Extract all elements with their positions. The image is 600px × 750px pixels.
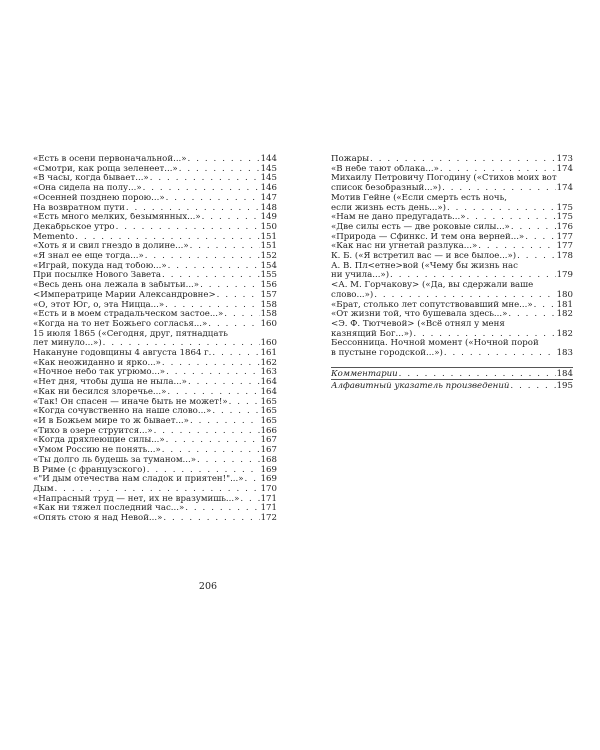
- toc-entry-page: 177: [556, 231, 573, 242]
- toc-entry-title: К. Б. («Я встретил вас — и все былое...»): [331, 252, 517, 262]
- toc-entry-page: 151: [260, 231, 277, 242]
- toc-entry: [33, 165, 277, 175]
- dot-leader: [54, 485, 260, 495]
- toc-entry-page: 152: [260, 251, 277, 262]
- toc-entry-title: «В часы, когда бывает...»: [33, 174, 149, 184]
- toc-entry: [33, 271, 277, 281]
- toc-entry: [33, 368, 277, 378]
- toc-entry-page: 172: [260, 513, 277, 524]
- toc-entry-title: лет минуло...»): [33, 339, 102, 349]
- toc-entry-page: 178: [556, 251, 573, 262]
- dot-leader: [165, 436, 260, 446]
- toc-entry: [331, 223, 573, 233]
- dot-leader: [373, 291, 555, 301]
- toc-entry-page: 195: [556, 381, 573, 392]
- toc-entry-title: Накануне годовщины 4 августа 1864 г.: [33, 349, 212, 359]
- toc-entry-title-line: 15 июля 1865 («Сегодня, друг, пятнадцать: [33, 328, 228, 339]
- toc-entry-page: 174: [556, 183, 573, 194]
- toc-entry-title: «Как неожиданно и ярко...»: [33, 358, 161, 368]
- toc-entry: [33, 504, 277, 514]
- toc-entry: [331, 174, 573, 193]
- divider: [331, 379, 573, 380]
- toc-entry-title: «"И дым отечества нам сладок и приятен!"...»: [33, 475, 244, 485]
- toc-entry-page: 167: [260, 435, 277, 446]
- toc-entry: [33, 262, 277, 272]
- toc-entry: [33, 301, 277, 311]
- toc-entry-title-line: Бессонница. Ночной момент («Ночной порой: [331, 338, 539, 349]
- dot-leader: [142, 184, 260, 194]
- toc-entry: [33, 514, 277, 524]
- toc-entry-title: казнящий Бог...»): [331, 329, 413, 339]
- toc-entry-title-line: Мотив Гейне («Если смерть есть ночь,: [331, 192, 507, 203]
- toc-entry-title: ни учила...»): [331, 271, 390, 281]
- toc-entry-title: При посылке Нового Завета: [33, 271, 162, 281]
- toc-entry-page: 175: [556, 212, 573, 223]
- toc-entry-page: 165: [260, 396, 277, 407]
- toc-entry-title: Декабрьское утро: [33, 222, 115, 232]
- toc-entry: [331, 233, 573, 243]
- toc-entry-page: 175: [556, 202, 573, 213]
- toc-entry-page: 161: [260, 348, 277, 359]
- toc-entry: [33, 378, 277, 388]
- toc-right-column: [331, 155, 573, 392]
- section-gap: [331, 359, 573, 367]
- dot-leader: [216, 291, 260, 301]
- toc-entry-title: «Весь день она лежала в забытьи...»: [33, 281, 200, 291]
- toc-entry-page: 174: [556, 163, 573, 174]
- toc-entry: [33, 388, 277, 398]
- dot-leader: [189, 417, 260, 427]
- toc-entry: [33, 213, 277, 223]
- toc-entry: [33, 223, 277, 233]
- toc-entry-page: 160: [260, 318, 277, 329]
- toc-entry: [331, 213, 573, 223]
- toc-entry-title: <Императрице Марии Александровне>: [33, 290, 216, 300]
- dot-leader: [477, 242, 555, 252]
- toc-entry: [331, 301, 573, 311]
- toc-entry: [331, 382, 573, 392]
- toc-entry-title: «Умом Россию не понять...»: [33, 446, 161, 456]
- toc-entry-title: «Две силы есть — две роковые силы...»: [331, 222, 510, 232]
- dot-leader: [153, 427, 260, 437]
- toc-entry: [33, 242, 277, 252]
- toc-entry-title: Дым: [33, 484, 54, 494]
- toc-entry-page: 169: [260, 474, 277, 485]
- dot-leader: [162, 514, 259, 524]
- toc-entry-page: 171: [260, 503, 277, 514]
- toc-entry: [331, 281, 573, 300]
- toc-entry-title: «Когда дряхлеющие силы...»: [33, 436, 165, 446]
- dot-leader: [164, 301, 259, 311]
- toc-entry: [331, 242, 573, 252]
- toc-entry-page: 166: [260, 425, 277, 436]
- toc-entry-title: «Ночное небо так угрюмо...»: [33, 368, 166, 378]
- toc-entry-page: 168: [260, 454, 277, 465]
- toc-left-column: [33, 155, 277, 524]
- toc-entry-title: В Риме (с французского): [33, 465, 146, 475]
- toc-entry-title: «И в Божьем мире то ж бывает...»: [33, 416, 189, 426]
- toc-entry: [33, 417, 277, 427]
- toc-entry-title: «Тихо в озере струится...»: [33, 426, 153, 436]
- toc-entry-title-line: <Э. Ф. Тютчевой> («Всё отнял у меня: [331, 318, 505, 329]
- toc-entry-page: 183: [556, 348, 573, 359]
- toc-entry-page: 147: [260, 192, 277, 203]
- toc-entry-title: если жизнь есть день...»): [331, 203, 446, 213]
- dot-leader: [533, 301, 556, 311]
- dot-leader: [161, 359, 260, 369]
- toc-entry-title: «Хоть я и свил гнездо в долине...»: [33, 242, 189, 252]
- toc-entry-page: 165: [260, 406, 277, 417]
- dot-leader: [398, 370, 556, 380]
- toc-entry-page: 169: [260, 464, 277, 475]
- toc-entry-title: в пустыне городской...»): [331, 349, 443, 359]
- toc-entry-title: Memento: [33, 232, 75, 242]
- toc-entry-page: 145: [260, 173, 277, 184]
- dot-leader: [166, 388, 259, 398]
- toc-entry-page: 154: [260, 260, 277, 271]
- dot-leader: [189, 242, 260, 252]
- toc-entry-title: слово...»): [331, 290, 374, 300]
- dot-leader: [115, 223, 260, 233]
- toc-entry-page: 176: [556, 221, 573, 232]
- toc-entry: [331, 339, 573, 358]
- toc-entry-title-line: Михаилу Петровичу Погодину («Стихов моих вот: [331, 173, 557, 184]
- toc-entry-page: 148: [260, 202, 277, 213]
- dot-leader: [201, 213, 260, 223]
- toc-entry: [33, 485, 277, 495]
- dot-leader: [465, 213, 555, 223]
- toc-entry-title: «О, этот Юг, о, эта Ницца...»: [33, 300, 165, 310]
- toc-entry: [33, 281, 277, 291]
- toc-entry-page: 171: [260, 493, 277, 504]
- toc-entry-page: 165: [260, 415, 277, 426]
- toc-entry-title: «Смотри, как роща зеленеет...»: [33, 164, 178, 174]
- toc-entry-title: Алфавитный указатель произведений: [331, 382, 510, 392]
- toc-entry-page: 179: [556, 270, 573, 281]
- toc-entry-title: «Играй, покуда над тобою...»: [33, 261, 167, 271]
- toc-entry-title: «Нет дня, чтобы душа не ныла...»: [33, 378, 187, 388]
- dot-leader: [178, 165, 260, 175]
- dot-leader: [509, 382, 555, 392]
- dot-leader: [161, 271, 260, 281]
- toc-entry: [33, 291, 277, 301]
- toc-entry: [331, 320, 573, 339]
- toc-entry-title: «Так! Он спасен — иначе быть не может!»: [33, 397, 228, 407]
- toc-entry-title: список безобразный...»): [331, 184, 442, 194]
- toc-entry-title: «Есть и в моем страдальческом застое...»: [33, 310, 224, 320]
- dot-leader: [149, 174, 260, 184]
- dot-leader: [146, 466, 260, 476]
- dot-leader: [244, 475, 260, 485]
- dot-leader: [165, 194, 260, 204]
- dot-leader: [125, 204, 260, 214]
- dot-leader: [74, 233, 259, 243]
- toc-entry-title: «Есть в осени первоначальной...»: [33, 155, 187, 164]
- dot-leader: [239, 495, 259, 505]
- toc-entry-page: 164: [260, 377, 277, 388]
- toc-entry-title: «В небе тают облака...»: [331, 164, 439, 174]
- toc-entry-page: 167: [260, 445, 277, 456]
- toc-entry: [33, 407, 277, 417]
- dot-leader: [223, 310, 259, 320]
- dot-leader: [516, 252, 555, 262]
- toc-entry-page: 150: [260, 221, 277, 232]
- dot-leader: [228, 398, 260, 408]
- toc-entry: [33, 330, 277, 349]
- toc-entry: [331, 155, 573, 165]
- dot-leader: [446, 204, 556, 214]
- dot-leader: [211, 349, 259, 359]
- toc-entry-title: «От жизни той, что бушевала здесь...»: [331, 310, 508, 320]
- toc-entry: [33, 349, 277, 359]
- toc-entry: [33, 174, 277, 184]
- toc-entry: [33, 456, 277, 466]
- dot-leader: [144, 252, 260, 262]
- toc-entry-page: 163: [260, 367, 277, 378]
- toc-entry-title: «Осенней позднею порою...»: [33, 193, 165, 203]
- toc-entry-page: 146: [260, 183, 277, 194]
- toc-entry-page: 151: [260, 241, 277, 252]
- dot-leader: [507, 310, 555, 320]
- toc-entry-page: 160: [260, 338, 277, 349]
- toc-entry-page: 173: [556, 154, 573, 164]
- toc-entry-title: «Ты долго ль будешь за туманом...»: [33, 455, 196, 465]
- toc-entry-title: «Когда сочувственно на наше слово...»: [33, 407, 212, 417]
- toc-entry-title: «Когда на то нет Божьего согласья...»: [33, 319, 208, 329]
- dot-leader: [165, 368, 260, 378]
- toc-entry-title: Пожары: [331, 155, 370, 164]
- dot-leader: [524, 233, 555, 243]
- toc-entry-title: «Я знал ее еще тогда...»: [33, 252, 144, 262]
- dot-leader: [187, 155, 260, 165]
- toc-entry-page: 181: [556, 299, 573, 310]
- toc-entry-page: 184: [556, 368, 573, 379]
- toc-entry-title-line: А. В. Пл<етне>вой («Чему бы жизнь нас: [331, 260, 518, 271]
- toc-entry: [33, 194, 277, 204]
- toc-entry: [33, 204, 277, 214]
- toc-entry-title: «Она сидела на полу...»: [33, 184, 142, 194]
- toc-entry-page: 182: [556, 328, 573, 339]
- dot-leader: [184, 504, 259, 514]
- dot-leader: [196, 456, 260, 466]
- dot-leader: [167, 262, 260, 272]
- toc-entry-page: 170: [260, 483, 277, 494]
- toc-entry-page: 156: [260, 280, 277, 291]
- toc-entry-title-line: <А. М. Горчакову> («Да, вы сдержали ваше: [331, 280, 534, 291]
- dot-leader: [199, 281, 260, 291]
- toc-entry: [331, 194, 573, 213]
- toc-entry-page: 149: [260, 212, 277, 223]
- toc-entry-title: «Как нас ни угнетай разлука...»: [331, 242, 478, 252]
- toc-entry-title: На возвратном пути: [33, 203, 125, 213]
- toc-entry-page: 157: [260, 289, 277, 300]
- toc-entry-page: 182: [556, 309, 573, 320]
- toc-entry-page: 162: [260, 357, 277, 368]
- toc-entry: [33, 427, 277, 437]
- toc-entry-title: «Опять стою я над Невой...»: [33, 514, 163, 524]
- toc-entry-title: «Брат, столько лет сопутствовавший мне...»: [331, 300, 533, 310]
- toc-entry: [33, 155, 277, 165]
- toc-entry: [33, 466, 277, 476]
- toc-entry-page: 145: [260, 163, 277, 174]
- toc-entry-page: 158: [260, 299, 277, 310]
- toc-entry: [33, 233, 277, 243]
- dot-leader: [211, 407, 259, 417]
- dot-leader: [510, 223, 556, 233]
- toc-entry-title: «Как ни бесился злоречье...»: [33, 387, 167, 397]
- toc-entry-page: 177: [556, 241, 573, 252]
- toc-entry: [331, 370, 573, 380]
- toc-entry-title: «Напрасный труд — нет, их не вразумишь...»: [33, 494, 240, 504]
- dot-leader: [187, 378, 260, 388]
- toc-entry: [33, 495, 277, 505]
- dot-leader: [102, 339, 260, 349]
- toc-entry-title: «Природа — Сфинкс. И тем она верней...»: [331, 232, 525, 242]
- toc-entry: [33, 359, 277, 369]
- toc-entry-page: 164: [260, 386, 277, 397]
- toc-entry-page: 144: [260, 154, 277, 164]
- toc-entry-title: «Как ни тяжел последний час...»: [33, 504, 185, 514]
- toc-entry: [33, 475, 277, 485]
- toc-entry: [33, 252, 277, 262]
- dot-leader: [443, 349, 556, 359]
- toc-entry-page: 155: [260, 270, 277, 281]
- toc-entry-title: Комментарии: [331, 369, 398, 379]
- dot-leader: [369, 155, 556, 165]
- toc-entry: [33, 398, 277, 408]
- toc-entry-title: «Есть много мелких, безымянных...»: [33, 213, 201, 223]
- divider: [331, 367, 573, 368]
- toc-entry: [33, 446, 277, 456]
- dot-leader: [161, 446, 260, 456]
- toc-entry: [33, 436, 277, 446]
- toc-entry: [33, 310, 277, 320]
- toc-entry: [33, 184, 277, 194]
- page-number: 206: [198, 581, 218, 592]
- toc-entry-page: 180: [556, 289, 573, 300]
- toc-entry-title: «Нам не дано предугадать...»: [331, 213, 466, 223]
- toc-entry-page: 158: [260, 309, 277, 320]
- toc-entry: [331, 262, 573, 281]
